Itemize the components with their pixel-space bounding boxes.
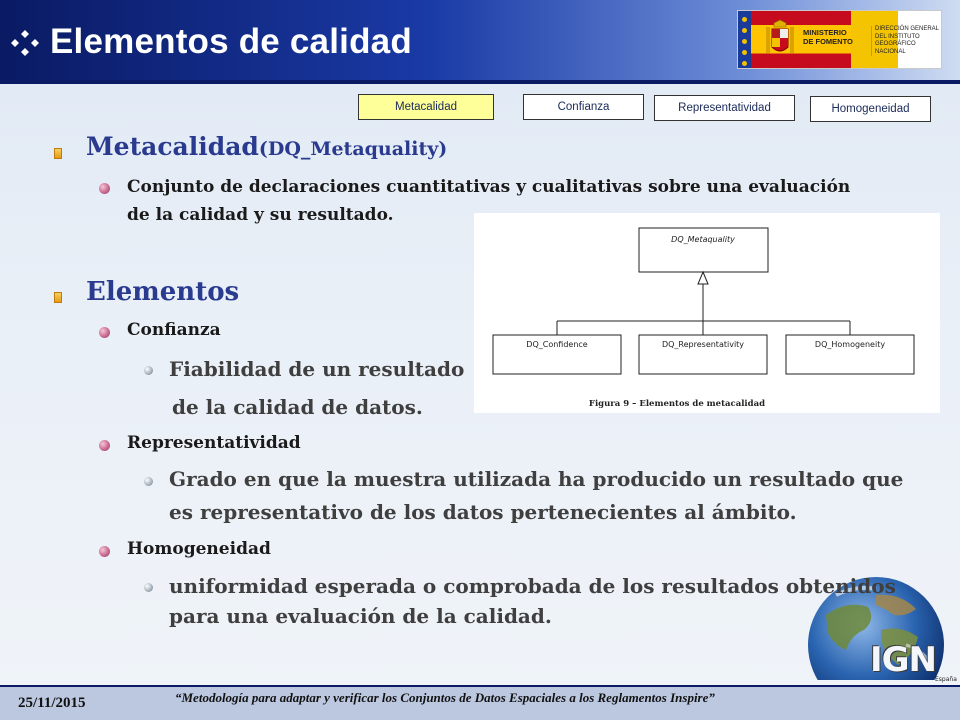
footer-date: 25/11/2015 bbox=[18, 695, 86, 711]
tab-homogeneidad[interactable]: Homogeneidad bbox=[810, 96, 931, 122]
section-heading-metacalidad: Metacalidad(DQ_Metaquality) bbox=[86, 132, 448, 161]
uml-figure bbox=[474, 213, 940, 413]
direction-name: DIRECCIÓN GENERAL DEL INSTITUTO GEOGRÁFICO NACIONAL bbox=[871, 26, 945, 56]
sub-bullet-icon bbox=[99, 327, 110, 338]
inheritance-arrow-icon bbox=[698, 272, 708, 284]
tab-metacalidad[interactable]: Metacalidad bbox=[358, 94, 494, 120]
homogeneidad-desc-line1: uniformidad esperada o comprobada de los resultados obtenidos bbox=[169, 574, 896, 598]
coat-of-arms-icon bbox=[760, 19, 800, 60]
representatividad-desc-line2: es representativo de los datos pertenecientes al ámbito. bbox=[169, 500, 797, 524]
uml-parent-label: DQ_Metaquality bbox=[671, 235, 735, 244]
ministry-name: MINISTERIO DE FOMENTO bbox=[803, 28, 853, 46]
tab-representatividad[interactable]: Representatividad bbox=[654, 95, 795, 121]
representatividad-desc-line1: Grado en que la muestra utilizada ha producido un resultado que bbox=[169, 467, 904, 491]
ign-logo-text: IGN bbox=[870, 640, 937, 680]
uml-child-label: DQ_Representativity bbox=[661, 340, 745, 349]
sub-sub-bullet-icon bbox=[144, 477, 153, 486]
element-name-confianza: Confianza bbox=[127, 320, 221, 340]
section-bullet-icon bbox=[54, 292, 62, 303]
tab-confianza[interactable]: Confianza bbox=[523, 94, 644, 120]
metacalidad-definition-line2: de la calidad y su resultado. bbox=[127, 205, 394, 225]
section-heading-elementos: Elementos bbox=[86, 277, 240, 307]
sub-bullet-icon bbox=[99, 546, 110, 557]
uml-child-label: DQ_Confidence bbox=[526, 340, 588, 349]
homogeneidad-desc-line2: para una evaluación de la calidad. bbox=[169, 604, 552, 628]
ign-logo-subtext: España bbox=[935, 676, 957, 683]
sub-sub-bullet-icon bbox=[144, 583, 153, 592]
sub-sub-bullet-icon bbox=[144, 366, 153, 375]
confianza-desc-line2: de la calidad de datos. bbox=[172, 395, 423, 419]
title-divider bbox=[0, 80, 960, 84]
sub-bullet-icon bbox=[99, 183, 110, 194]
sub-bullet-icon bbox=[99, 440, 110, 451]
element-name-homogeneidad: Homogeneidad bbox=[127, 539, 271, 559]
uml-diagram bbox=[474, 213, 940, 413]
ministry-logo bbox=[737, 10, 942, 69]
eu-flag-stripe bbox=[738, 11, 751, 68]
footer-title: “Metodología para adaptar y verificar los Conjuntos de Datos Espaciales a los Reglamentos Inspire” bbox=[175, 690, 715, 705]
confianza-desc-line1: Fiabilidad de un resultado bbox=[169, 357, 465, 381]
metacalidad-definition-line1: Conjunto de declaraciones cuantitativas y cualitativas sobre una evaluación bbox=[127, 177, 851, 197]
page-title: Elementos de calidad bbox=[50, 22, 412, 61]
element-name-representatividad: Representatividad bbox=[127, 433, 301, 453]
figure-caption: Figura 9 – Elementos de metacalidad bbox=[588, 399, 766, 409]
four-diamond-icon bbox=[10, 28, 40, 58]
uml-child-label: DQ_Homogeneity bbox=[814, 340, 886, 349]
section-bullet-icon bbox=[54, 148, 62, 159]
